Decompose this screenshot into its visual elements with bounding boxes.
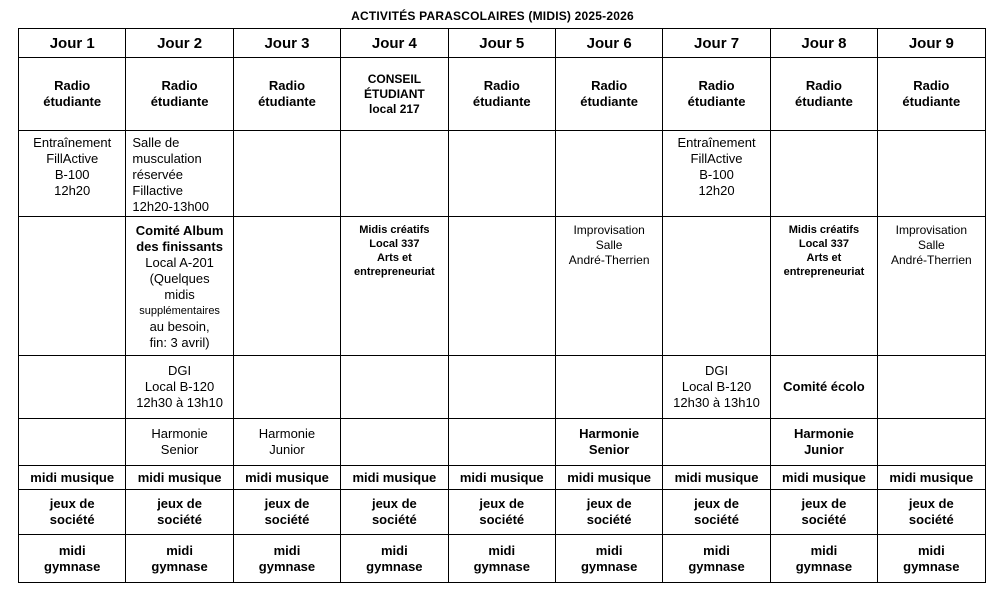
- cell-line: Entraînement: [677, 135, 756, 150]
- header-jour-5: Jour 5: [448, 29, 555, 58]
- cell-dgi-jour2: [126, 356, 233, 419]
- cell-line: société: [586, 512, 632, 527]
- cell-line: Arts et: [376, 252, 412, 264]
- cell-line: au besoin,: [149, 319, 210, 334]
- cell-line: étudiante: [472, 94, 531, 109]
- cell-comite-album-jour2: [126, 217, 233, 356]
- cell-line: Improvisation: [573, 223, 645, 237]
- cell-line: société: [479, 512, 525, 527]
- cell-harmonie-jour1: [19, 419, 126, 466]
- cell-line: midi musique: [782, 469, 866, 485]
- cell-dgi-jour4: [341, 356, 448, 419]
- cell-radio-jour6: [555, 58, 662, 131]
- cell-line: Salle de: [132, 135, 180, 150]
- cell-jeux-societe-jour4: [341, 490, 448, 535]
- header-jour-3: Jour 3: [233, 29, 340, 58]
- cell-jeux-societe-jour3: [233, 490, 340, 535]
- cell-line: étudiante: [580, 94, 639, 109]
- cell-radio-jour4: [341, 58, 448, 131]
- cell-midi-musique-jour5: [448, 466, 555, 490]
- cell-radio-jour1: [19, 58, 126, 131]
- cell-dgi-jour6: [555, 356, 662, 419]
- cell-line: jeux de: [157, 496, 202, 511]
- cell-line: Local A-201: [145, 255, 214, 270]
- cell-jeux-societe-jour5: [448, 490, 555, 535]
- cell-midi-musique-jour3: [233, 466, 340, 490]
- cell-midi-gymnase-jour5: [448, 535, 555, 583]
- cell-line: Local 337: [369, 238, 420, 250]
- cell-line: midi: [488, 542, 516, 558]
- cell-line: midi: [810, 542, 838, 558]
- cell-line: 12h20-13h00: [132, 199, 210, 214]
- cell-line: Radio: [913, 78, 950, 93]
- cell-midi-musique-jour4: [341, 466, 448, 490]
- cell-line: société: [801, 512, 847, 527]
- cell-fillactive-jour7: [663, 131, 770, 217]
- cell-radio-jour8: [770, 58, 877, 131]
- cell-line: Improvisation: [895, 223, 967, 237]
- cell-line: musculation: [132, 151, 202, 166]
- cell-line: midi musique: [245, 469, 329, 485]
- cell-line: midi musique: [459, 469, 544, 485]
- cell-line: Harmonie: [151, 426, 208, 441]
- cell-jeux-societe-jour6: [555, 490, 662, 535]
- cell-line: société: [49, 512, 95, 527]
- cell-comite-album-jour9: [878, 217, 985, 356]
- cell-line: Radio: [161, 78, 198, 93]
- cell-line: gymnase: [580, 558, 638, 574]
- cell-line: midi musique: [352, 469, 437, 485]
- cell-dgi-jour8: [770, 356, 877, 419]
- page-title: ACTIVITÉS PARASCOLAIRES (MIDIS) 2025-2026: [351, 9, 634, 23]
- cell-harmonie-jour2: [126, 419, 233, 466]
- cell-line: gymnase: [44, 558, 101, 574]
- cell-line: André-Therrien: [890, 253, 972, 267]
- cell-line: Junior: [804, 442, 844, 457]
- row-jeux-societe: [19, 490, 986, 535]
- cell-line: Radio: [54, 78, 91, 93]
- cell-line: gymnase: [473, 558, 530, 574]
- cell-harmonie-jour3: [233, 419, 340, 466]
- cell-line: B-100: [699, 167, 734, 182]
- cell-line: réservée: [132, 167, 183, 182]
- cell-line: étudiante: [150, 94, 209, 109]
- cell-line: Harmonie: [258, 426, 316, 441]
- cell-line: gymnase: [688, 558, 745, 574]
- cell-line: 12h20: [698, 183, 735, 198]
- cell-midi-gymnase-jour2: [126, 535, 233, 583]
- row-dgi: [19, 356, 986, 419]
- cell-fillactive-jour3: [233, 131, 340, 217]
- cell-line: midi: [595, 542, 623, 558]
- cell-harmonie-jour9: [878, 419, 985, 466]
- cell-radio-jour2: [126, 58, 233, 131]
- cell-line: gymnase: [795, 558, 853, 574]
- header-jour-2: Jour 2: [126, 29, 233, 58]
- cell-line: Local B-120: [681, 379, 752, 394]
- cell-line: étudiante: [258, 94, 316, 109]
- cell-jeux-societe-jour2: [126, 490, 233, 535]
- cell-line: Fillactive: [132, 183, 183, 198]
- cell-harmonie-jour7: [663, 419, 770, 466]
- cell-dgi-jour1: [19, 356, 126, 419]
- cell-line: Harmonie: [793, 426, 854, 441]
- cell-harmonie-jour8: [770, 419, 877, 466]
- cell-line: Arts et: [806, 252, 842, 264]
- cell-midi-gymnase-jour9: [878, 535, 985, 583]
- cell-line: midi musique: [567, 469, 652, 485]
- cell-line: Senior: [588, 442, 630, 457]
- cell-line: midi: [58, 542, 86, 558]
- cell-line: société: [908, 512, 954, 527]
- cell-line: étudiante: [902, 94, 961, 109]
- cell-line: Harmonie: [579, 426, 640, 441]
- cell-radio-jour9: [878, 58, 985, 131]
- cell-line: CONSEIL: [367, 71, 422, 86]
- cell-fillactive-jour6: [555, 131, 662, 217]
- header-jour-4: Jour 4: [341, 29, 448, 58]
- cell-line: gymnase: [151, 558, 208, 574]
- cell-fillactive-jour8: [770, 131, 877, 217]
- cell-jeux-societe-jour7: [663, 490, 770, 535]
- cell-comite-album-jour1: [19, 217, 126, 356]
- cell-line: jeux de: [908, 496, 954, 511]
- cell-line: Radio: [268, 78, 306, 93]
- cell-line: gymnase: [366, 558, 423, 574]
- row-comite-album: [19, 217, 986, 356]
- cell-midi-gymnase-jour3: [233, 535, 340, 583]
- cell-midi-musique-jour1: [19, 466, 126, 490]
- cell-midi-musique-jour8: [770, 466, 877, 490]
- cell-line: entrepreneuriat: [354, 266, 435, 278]
- cell-line: B-100: [54, 167, 90, 182]
- cell-line: Local 337: [798, 238, 849, 250]
- cell-radio-jour7: [663, 58, 770, 131]
- cell-line: 12h30 à 13h10: [673, 395, 760, 410]
- schedule-body: [19, 58, 986, 583]
- cell-dgi-jour3: [233, 356, 340, 419]
- cell-line: Radio: [591, 78, 628, 93]
- cell-line: Midis créatifs: [359, 224, 430, 236]
- cell-jeux-societe-jour8: [770, 490, 877, 535]
- cell-line: étudiante: [687, 94, 746, 109]
- cell-line: Junior: [269, 442, 305, 457]
- cell-line: Comité Album: [135, 223, 224, 238]
- cell-comite-album-jour5: [448, 217, 555, 356]
- header-jour-7: Jour 7: [663, 29, 770, 58]
- cell-line: société: [371, 512, 417, 527]
- cell-line: Salle: [595, 238, 623, 252]
- cell-line: des finissants: [136, 239, 223, 254]
- cell-comite-album-jour3: [233, 217, 340, 356]
- cell-line: jeux de: [479, 496, 525, 511]
- cell-comite-album-jour4: [341, 217, 448, 356]
- cell-jeux-societe-jour1: [19, 490, 126, 535]
- cell-line: Midis créatifs: [788, 224, 860, 236]
- cell-midi-musique-jour9: [878, 466, 985, 490]
- header-jour-9: Jour 9: [878, 29, 985, 58]
- cell-line: midi musique: [30, 469, 115, 485]
- cell-line: midi musique: [137, 469, 222, 485]
- cell-harmonie-jour4: [341, 419, 448, 466]
- cell-line: étudiante: [43, 94, 102, 109]
- cell-line: FillActive: [690, 151, 743, 166]
- cell-line: supplémentaires: [139, 305, 220, 317]
- cell-line: Radio: [483, 78, 520, 93]
- cell-line: (Quelques: [149, 271, 210, 286]
- cell-fillactive-jour5: [448, 131, 555, 217]
- cell-line: Radio: [805, 78, 842, 93]
- cell-line: midi musique: [674, 469, 759, 485]
- header-jour-6: Jour 6: [555, 29, 662, 58]
- cell-line: ÉTUDIANT: [364, 86, 425, 101]
- cell-line: Entraînement: [33, 135, 112, 150]
- cell-fillactive-jour4: [341, 131, 448, 217]
- cell-line: fin: 3 avril): [149, 335, 210, 350]
- cell-line: jeux de: [371, 496, 417, 511]
- cell-dgi-jour9: [878, 356, 985, 419]
- cell-line: société: [264, 512, 310, 527]
- cell-harmonie-jour6: [555, 419, 662, 466]
- cell-midi-gymnase-jour6: [555, 535, 662, 583]
- cell-line: Radio: [698, 78, 735, 93]
- cell-line: étudiante: [795, 94, 853, 109]
- row-midi-musique: [19, 466, 986, 490]
- cell-comite-album-jour6: [555, 217, 662, 356]
- cell-line: Local B-120: [144, 379, 215, 394]
- cell-fillactive-jour9: [878, 131, 985, 217]
- cell-line: DGI: [704, 363, 729, 378]
- cell-midi-gymnase-jour8: [770, 535, 877, 583]
- cell-line: midi: [703, 542, 730, 558]
- cell-line: DGI: [168, 363, 192, 378]
- cell-line: jeux de: [801, 496, 847, 511]
- cell-line: local 217: [369, 101, 420, 116]
- cell-line: société: [157, 512, 202, 527]
- cell-line: midi musique: [889, 469, 974, 485]
- cell-midi-gymnase-jour7: [663, 535, 770, 583]
- cell-dgi-jour7: [663, 356, 770, 419]
- row-radio: [19, 58, 986, 131]
- header-jour-1: Jour 1: [19, 29, 126, 58]
- cell-line: midis: [164, 287, 195, 302]
- cell-line: FillActive: [46, 151, 99, 166]
- cell-line: gymnase: [903, 558, 960, 574]
- cell-line: société: [694, 512, 739, 527]
- cell-line: 12h30 à 13h10: [136, 395, 223, 410]
- cell-line: jeux de: [694, 496, 739, 511]
- cell-midi-musique-jour7: [663, 466, 770, 490]
- cell-midi-musique-jour6: [555, 466, 662, 490]
- cell-harmonie-jour5: [448, 419, 555, 466]
- cell-line: jeux de: [264, 496, 310, 511]
- cell-line: midi: [273, 542, 301, 558]
- cell-line: Senior: [160, 442, 199, 457]
- cell-line: Comité écolo: [783, 379, 865, 394]
- cell-line: midi: [166, 542, 193, 558]
- cell-midi-gymnase-jour1: [19, 535, 126, 583]
- cell-comite-album-jour7: [663, 217, 770, 356]
- cell-line: 12h20: [54, 183, 91, 198]
- cell-jeux-societe-jour9: [878, 490, 985, 535]
- row-harmonie: [19, 419, 986, 466]
- cell-line: midi: [381, 542, 408, 558]
- cell-line: Salle: [917, 238, 945, 252]
- row-fillactive: [19, 131, 986, 217]
- cell-radio-jour5: [448, 58, 555, 131]
- cell-line: entrepreneuriat: [783, 266, 865, 278]
- header-jour-8: Jour 8: [770, 29, 877, 58]
- cell-fillactive-jour2: [126, 131, 233, 217]
- cell-midi-musique-jour2: [126, 466, 233, 490]
- row-midi-gymnase: [19, 535, 986, 583]
- schedule-table: [18, 28, 986, 583]
- cell-fillactive-jour1: [19, 131, 126, 217]
- header-row: [19, 29, 986, 58]
- cell-line: gymnase: [258, 558, 316, 574]
- cell-line: jeux de: [49, 496, 95, 511]
- cell-dgi-jour5: [448, 356, 555, 419]
- cell-line: midi: [917, 542, 945, 558]
- cell-line: André-Therrien: [568, 253, 650, 267]
- cell-radio-jour3: [233, 58, 340, 131]
- cell-midi-gymnase-jour4: [341, 535, 448, 583]
- cell-line: jeux de: [586, 496, 632, 511]
- cell-comite-album-jour8: [770, 217, 877, 356]
